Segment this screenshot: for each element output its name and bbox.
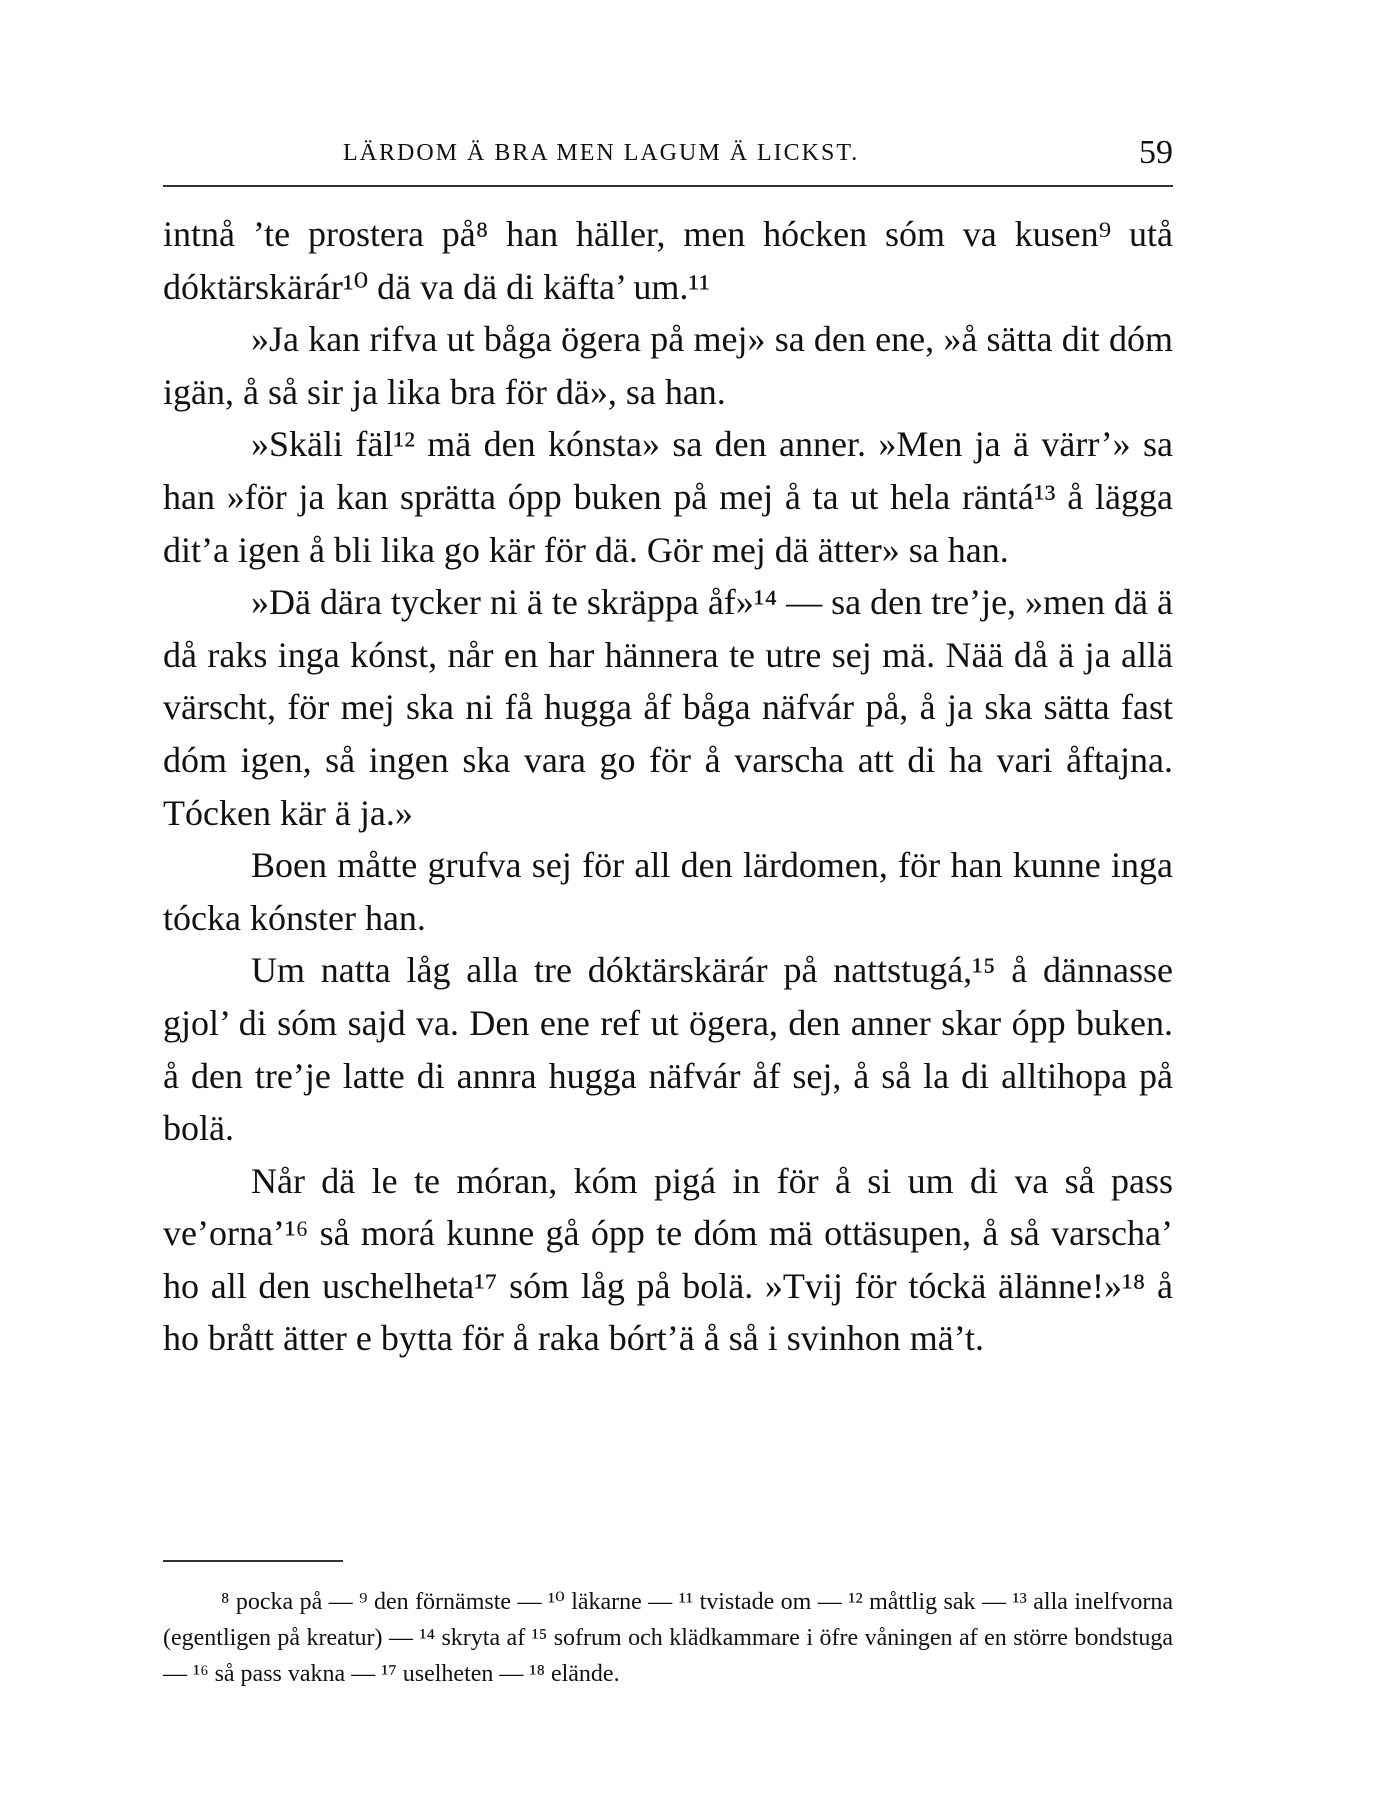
- page-number: 59: [1139, 134, 1173, 171]
- body-text: [163, 208, 1173, 1365]
- paragraph-1: intnå ’te prostera på⁸ han häller, men hócken sóm va kusen⁹ utå dóktärskärár¹⁰ dä va dä di käfta’ um.¹¹: [163, 214, 1173, 307]
- running-head: [163, 134, 1173, 178]
- footnote-text: ⁸ pocka på — ⁹ den förnämste — ¹⁰ läkarne — ¹¹ tvistade om — ¹² måttlig sak — ¹³ alla inelfvorna (egentligen på kreatur) — ¹⁴ skryta af ¹⁵ sofrum och klädkammare i öfre våningen af en större bondstuga — ¹⁶ så pass vakna — ¹⁷ uselheten — ¹⁸ elände.: [163, 1589, 1173, 1687]
- paragraph-2: »Ja kan rifva ut båga ögera på mej» sa den ene, »å sätta dit dóm igän, å så sir ja lika bra för dä», sa han.: [163, 319, 1173, 412]
- paragraph-3: »Skäli fäl¹² mä den kónsta» sa den anner. »Men ja ä värr’» sa han »för ja kan sprätta ópp buken på mej å ta ut hela räntá¹³ å lägga dit’a igen å bli lika go kär för dä. Gör mej dä ätter» sa han.: [163, 424, 1173, 570]
- paragraph-6: Um natta låg alla tre dóktärskärár på nattstugá,¹⁵ å dännasse gjol’ di sóm sajd va. Den ene ref ut ögera, den anner skar ópp buken. å den tre’je latte di annra hugga näfvár åf sej, å så la di alltihopa på bolä.: [163, 950, 1173, 1149]
- paragraph-7: Når dä le te móran, kóm pigá in för å si um di va så pass ve’orna’¹⁶ så morá kunne gå ópp te dóm mä ottäsupen, å så varscha’ ho all den uschelheta¹⁷ sóm låg på bolä. »Tvij för tóckä älänne!»¹⁸ å ho brått ätter e bytta för å raka bórt’ä å så i svinhon mä’t.: [163, 1160, 1173, 1359]
- paragraph-5: Boen måtte grufva sej för all den lärdomen, för han kunne inga tócka kónster han.: [163, 845, 1173, 938]
- header-rule: [163, 185, 1173, 187]
- running-title: LÄRDOM Ä BRA MEN LAGUM Ä LICKST.: [343, 140, 860, 166]
- footnote-rule: [163, 1560, 343, 1562]
- paragraph-4: »Dä därа tycker ni ä te skräppa åf»¹⁴ — sa den tre’je, »men dä ä då raks inga kónst, når en har hännera te utre sej mä. Nää då ä ja allä värscht, för mej ska ni få hugga åf båga näfvár på, å ja ska sätta fast dóm igen, så ingen ska vara go för å varscha att di ha vari åftajna. Tócken kär ä ja.»: [163, 582, 1173, 833]
- footnotes: [163, 1584, 1173, 1692]
